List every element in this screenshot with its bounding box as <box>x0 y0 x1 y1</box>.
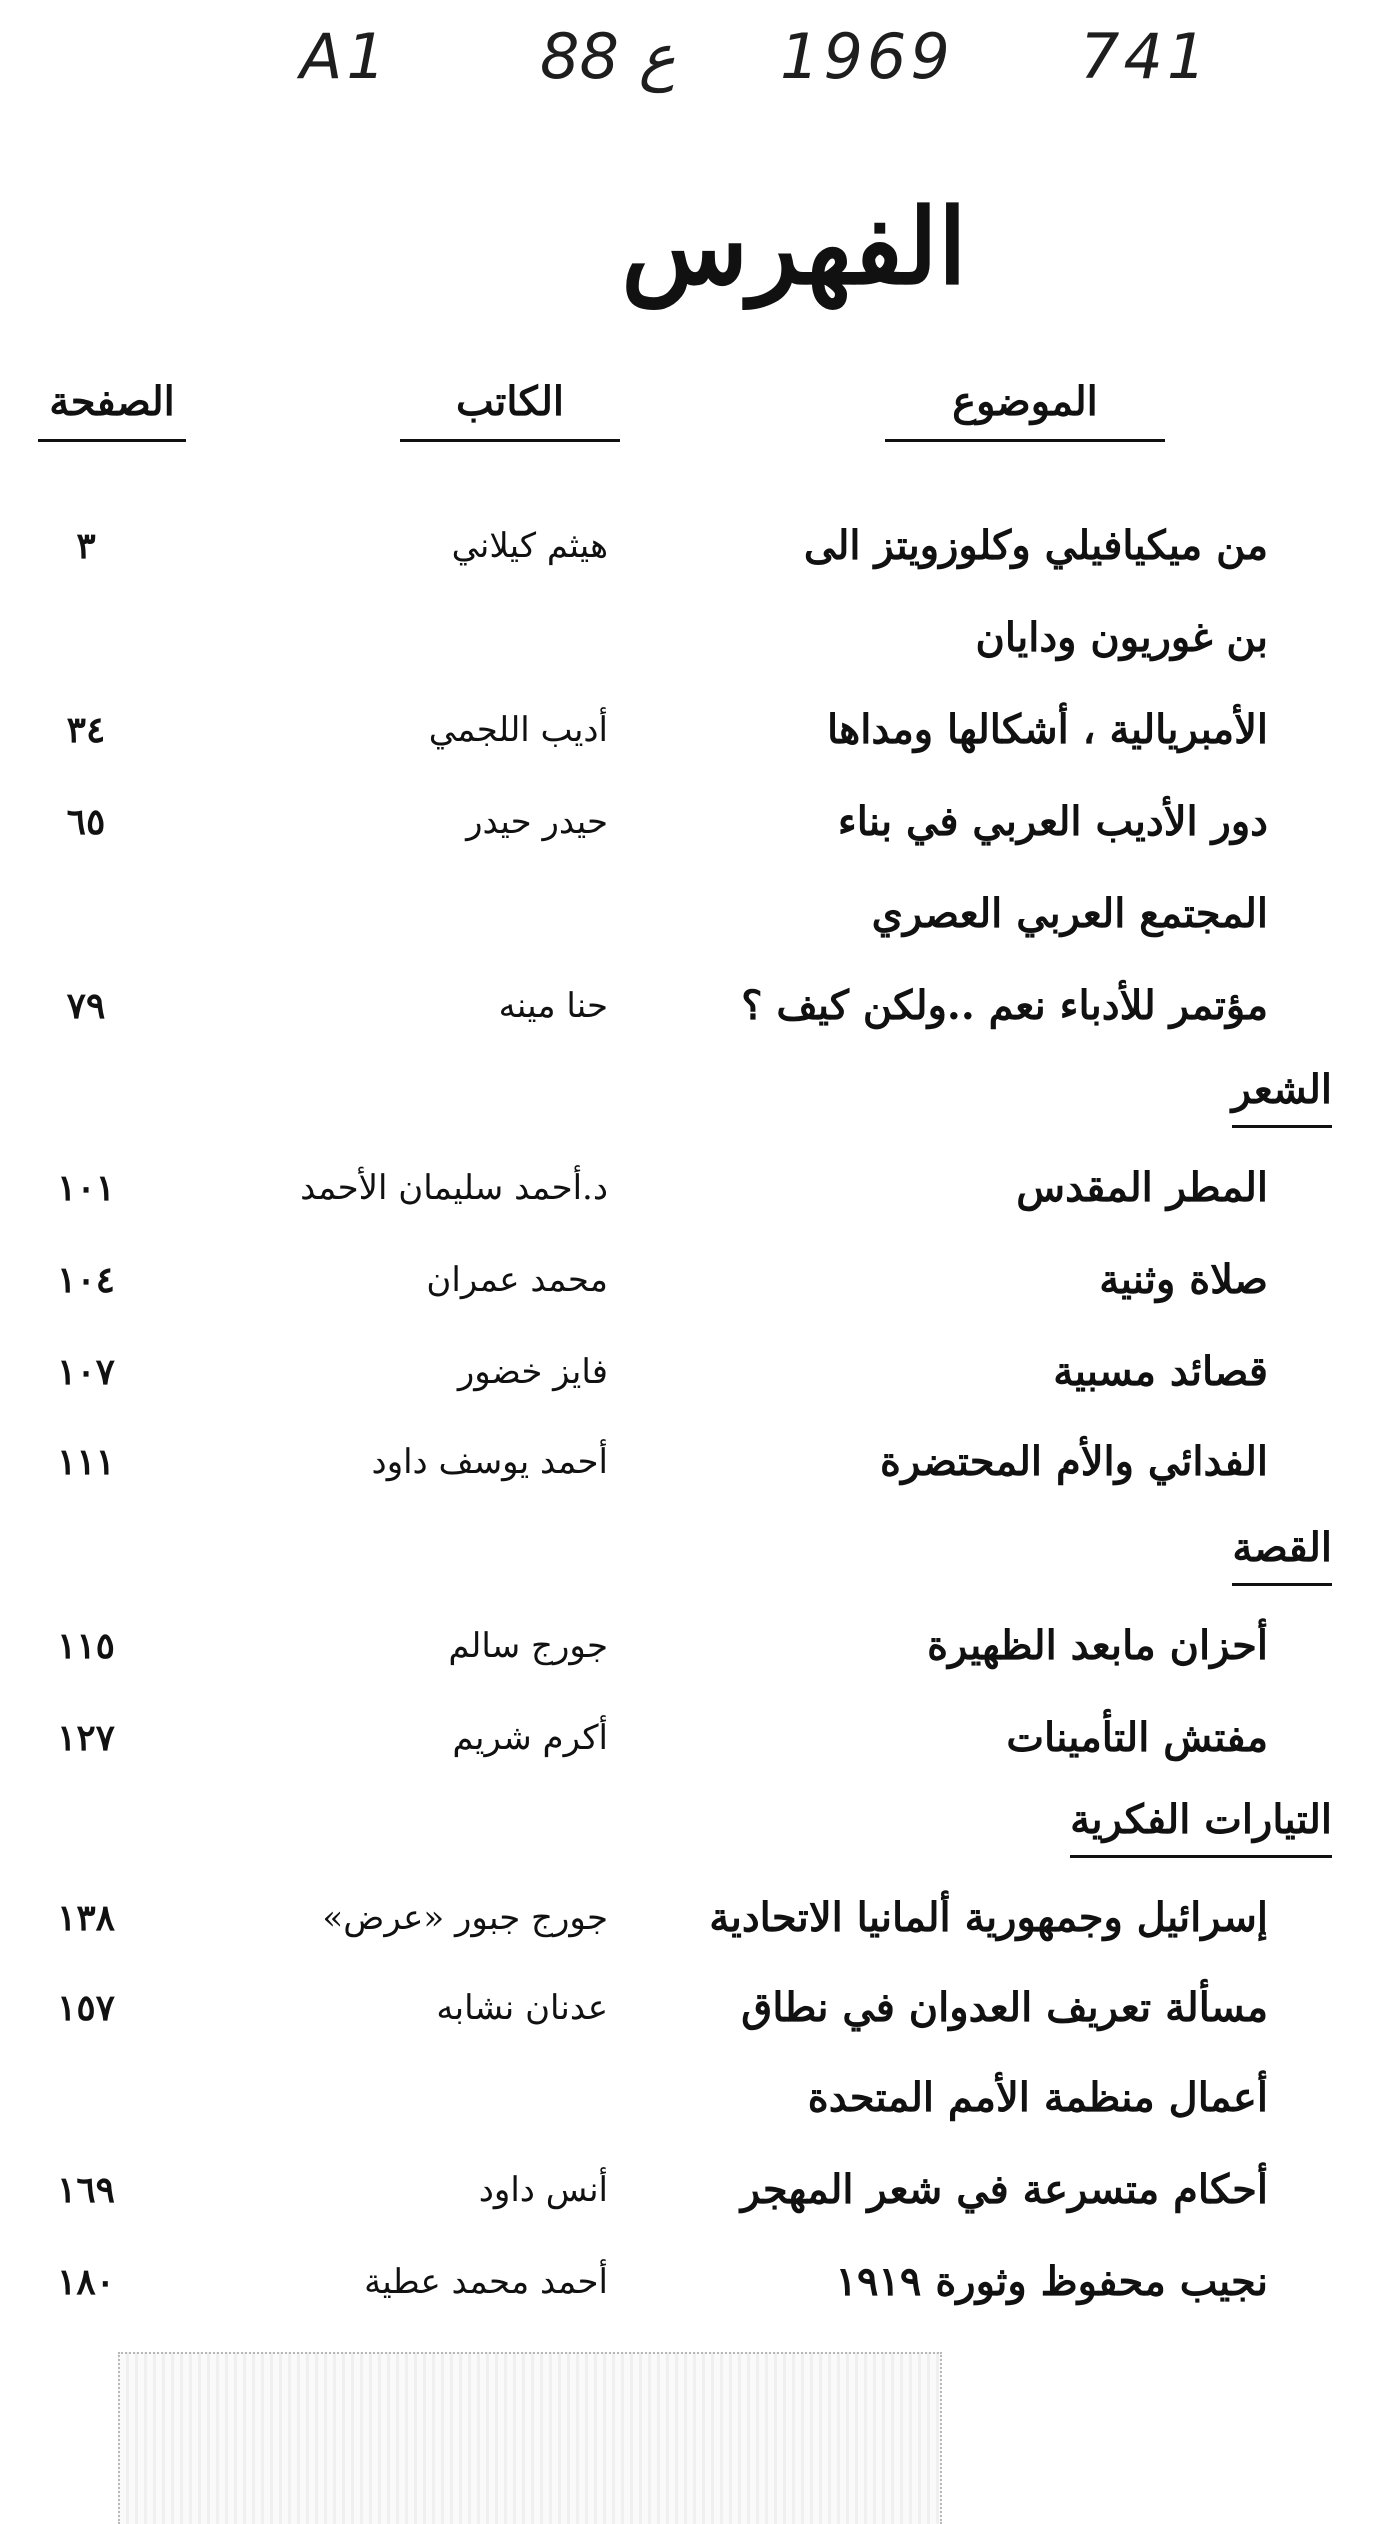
toc-row <box>0 606 1388 670</box>
author-name: هيثم كيلاني <box>451 526 608 566</box>
stamp-part: 1969 <box>780 20 954 93</box>
page-number: ١٠٧ <box>56 1351 115 1393</box>
section-heading: الشعر <box>1232 1066 1332 1128</box>
topic-title: مؤتمر للأدباء نعم ..ولكن كيف ؟ <box>741 982 1268 1029</box>
page-number: ١٦٩ <box>56 2169 115 2211</box>
toc-row <box>0 2066 1388 2130</box>
author-name: فايز خضور <box>457 1352 608 1392</box>
toc-row <box>0 1340 1388 1404</box>
stamp-part: 88 ع <box>540 20 676 93</box>
author-name: د.أحمد سليمان الأحمد <box>300 1168 608 1208</box>
author-name: محمد عمران <box>426 1260 608 1300</box>
author-name: أحمد محمد عطية <box>364 2262 608 2302</box>
library-stamp-mark <box>118 2352 942 2524</box>
topic-title: إسرائيل وجمهورية ألمانيا الاتحادية <box>709 1894 1268 1941</box>
toc-row <box>0 882 1388 946</box>
section-heading: التيارات الفكرية <box>1070 1796 1332 1858</box>
author-name: أنس داود <box>478 2170 608 2210</box>
page-number: ١٥٧ <box>56 1987 115 2029</box>
page-column-header: الصفحة <box>38 378 186 442</box>
page-number: ٧٩ <box>66 985 106 1027</box>
page-number: ١٠٤ <box>56 1259 115 1301</box>
author-name: جورج سالم <box>448 1626 608 1666</box>
stamp-part: 741 <box>1080 20 1211 93</box>
toc-row <box>0 790 1388 854</box>
topic-title: المجتمع العربي العصري <box>871 890 1268 937</box>
page-number: ١٣٨ <box>56 1897 115 1939</box>
page-title: الفهرس <box>621 185 967 308</box>
topic-column-header: الموضوع <box>885 378 1165 442</box>
topic-title: الفدائي والأم المحتضرة <box>879 1438 1268 1485</box>
toc-row <box>0 2250 1388 2314</box>
toc-row <box>0 1156 1388 1220</box>
stamp-part: A1 <box>300 20 390 93</box>
topic-title: الأمبريالية ، أشكالها ومداها <box>826 706 1268 753</box>
topic-title: بن غوريون ودايان <box>975 614 1268 661</box>
author-name: أكرم شريم <box>452 1718 608 1758</box>
topic-title: صلاة وثنية <box>1099 1256 1268 1303</box>
toc-row <box>0 974 1388 1038</box>
topic-title: مسألة تعريف العدوان في نطاق <box>741 1984 1268 2031</box>
handwritten-catalog-stamp <box>300 20 1300 140</box>
author-name: عدنان نشابه <box>436 1988 608 2028</box>
topic-title: أحكام متسرعة في شعر المهجر <box>740 2166 1268 2213</box>
page-number: ٣ <box>76 525 96 567</box>
topic-title: أعمال منظمة الأمم المتحدة <box>807 2074 1268 2121</box>
topic-title: دور الأديب العربي في بناء <box>837 798 1268 845</box>
page-number: ١٨٠ <box>56 2261 115 2303</box>
toc-row <box>0 698 1388 762</box>
topic-title: نجيب محفوظ وثورة ١٩١٩ <box>835 2258 1268 2305</box>
author-column-header: الكاتب <box>400 378 620 442</box>
page-number: ١٢٧ <box>56 1717 115 1759</box>
topic-title: مفتش التأمينات <box>1006 1714 1268 1761</box>
topic-title: المطر المقدس <box>1016 1164 1268 1211</box>
toc-row <box>0 1976 1388 2040</box>
author-name: أحمد يوسف داود <box>371 1442 608 1482</box>
author-name: حيدر حيدر <box>466 802 608 842</box>
author-name: جورج جبور «عرض» <box>322 1898 608 1938</box>
author-name: حنا مينه <box>498 986 608 1026</box>
toc-row <box>0 1886 1388 1950</box>
toc-row <box>0 1706 1388 1770</box>
toc-row <box>0 1430 1388 1494</box>
section-heading: القصة <box>1232 1524 1332 1586</box>
page-number: ١٠١ <box>56 1167 115 1209</box>
toc-row <box>0 1248 1388 1312</box>
author-name: أديب اللجمي <box>428 710 608 750</box>
page-number: ١١٥ <box>56 1625 115 1667</box>
page-number: ٦٥ <box>66 801 106 843</box>
toc-row <box>0 514 1388 578</box>
topic-title: قصائد مسبية <box>1053 1348 1268 1395</box>
toc-row <box>0 2158 1388 2222</box>
topic-title: أحزان مابعد الظهيرة <box>927 1622 1268 1669</box>
topic-title: من ميكيافيلي وكلوزويتز الى <box>803 522 1268 569</box>
page-number: ٣٤ <box>66 709 106 751</box>
page-number: ١١١ <box>56 1441 115 1483</box>
toc-row <box>0 1614 1388 1678</box>
